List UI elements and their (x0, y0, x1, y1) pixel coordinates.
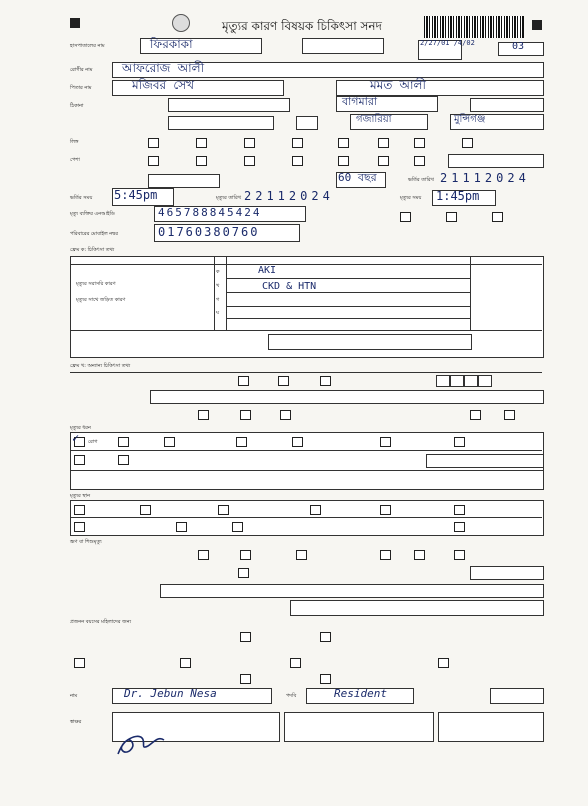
patient-name-value: আফরোজ আলী (122, 61, 205, 75)
checkbox[interactable] (196, 156, 207, 166)
checkbox[interactable] (74, 522, 85, 532)
infant-title: ভ্রূণ বা শিশুমৃত্যু (70, 539, 102, 545)
emblem-icon (172, 14, 190, 32)
birth-date-field[interactable] (148, 174, 220, 188)
patient-name-label: রোগীর নাম (70, 67, 93, 73)
checkbox[interactable] (446, 212, 457, 222)
house-field[interactable] (168, 98, 290, 112)
checkbox[interactable] (180, 658, 191, 668)
checkbox[interactable] (292, 437, 303, 447)
checkbox[interactable] (236, 437, 247, 447)
checkbox[interactable] (176, 522, 187, 532)
hospital-label: হাসপাতালের নাম (70, 43, 105, 49)
checkbox[interactable] (238, 376, 249, 386)
nid-label: মৃত্যু ব্যক্তির এনআইডি (70, 211, 115, 217)
checkbox[interactable] (320, 674, 331, 684)
father-label: পিতার নাম (70, 85, 92, 91)
post-field[interactable] (168, 116, 274, 130)
occupation-label: পেশা (70, 157, 80, 163)
designation-label: পদবি (286, 693, 297, 699)
checkbox[interactable] (118, 437, 129, 447)
certificate-title: মৃত্যুর কারণ বিষয়ক চিকিৎসা সনদ (222, 19, 382, 33)
designation-value: Resident (334, 687, 387, 700)
section-cause-title: ফ্রেম ক: চিকিৎসা তথ্য (70, 247, 115, 253)
checkbox[interactable] (74, 455, 85, 465)
checkbox[interactable] (310, 505, 321, 515)
occupation-other-field[interactable] (448, 154, 544, 168)
section-b-title: ফ্রেম খ: অন্যান্য চিকিৎসা তথ্য (70, 363, 131, 369)
checkbox[interactable] (492, 212, 503, 222)
union-field[interactable] (470, 98, 544, 112)
checkbox[interactable] (320, 632, 331, 642)
bed-no-value: 03 (512, 41, 525, 52)
checkbox[interactable] (140, 505, 151, 515)
reg-no-field[interactable] (490, 688, 544, 704)
upazila-value: গজারিয়া (356, 114, 392, 125)
certificate-page: মৃত্যুর কারণ বিষয়ক চিকিৎসা সনদ হাসপাতালের নাম ফিরকাকা 2/27/01 /4/02 03 রোগীর নাম আফরোজ আলী পিতার নাম মজিবর সেখ মমত আলী ঠিকানা বাগমারা গজারিয়া মুন্সিগঞ্জ লিঙ্গ পেশা 60 বছর ভর্তির তারিখ 21112024 ভর্তির সময় 5:45pm মৃত্যুর তারিখ 22112024 মৃত্যুর সময় 1:45pm মৃত্যু ব্যক্তির এনআইডি 465788845424 পরিবারের মোবাইল নম্বর 01760380760 ফ্রেম ক: চিকিৎসা তথ্য ক খ গ ঘ মৃত্যুর সরাসরি কারণ মৃত্যুর সাথে জড়িত কারণ AKI CKD & HTN ফ্রেম খ: অন্যান্য চিকিৎসা তথ্য মৃত্যুর ধরন ✓ রোগ মৃত্যুর স্থান ভ্রূণ বা শিশুমৃত্যু প্রজনন বয়সের মহিলাদের জন্য নাম Dr. Jebun Nesa পদবি Resident স্বাক্ষর (0, 0, 588, 806)
admit-date-label: ভর্তির তারিখ (408, 177, 434, 183)
checkbox[interactable] (380, 550, 391, 560)
reg-field[interactable] (302, 38, 384, 54)
checkbox[interactable] (462, 138, 473, 148)
barcode (424, 16, 524, 38)
checkbox[interactable] (74, 658, 85, 668)
birth-weight-field[interactable] (470, 566, 544, 580)
maternal-title: প্রজনন বয়সের মহিলাদের জন্য (70, 619, 132, 625)
district-value: মুন্সিগঞ্জ (454, 114, 486, 125)
gestation-field[interactable] (160, 584, 544, 598)
checkbox[interactable] (290, 658, 301, 668)
phone-label: পরিবারের মোবাইল নম্বর (70, 231, 118, 237)
husband-value: মমত আলী (370, 78, 426, 92)
mother-condition-field[interactable] (290, 600, 544, 616)
checkbox[interactable] (198, 550, 209, 560)
checkbox[interactable] (278, 376, 289, 386)
checkbox[interactable] (240, 550, 251, 560)
age-value: 60 বছর (338, 171, 377, 184)
hospital-value: ফিরকাকা (150, 37, 193, 51)
postcode-field[interactable] (296, 116, 318, 130)
checkbox[interactable] (400, 212, 411, 222)
cause-b-label: মৃত্যুর সাথে জড়িত কারণ (76, 297, 126, 303)
checkbox[interactable] (148, 138, 159, 148)
doctor-name-value: Dr. Jebun Nesa (124, 687, 217, 700)
signature-label: স্বাক্ষর (70, 719, 82, 725)
checkbox[interactable] (164, 437, 175, 447)
sex-label: লিঙ্গ (70, 139, 79, 145)
checkbox[interactable] (470, 410, 481, 420)
checkbox[interactable] (118, 455, 129, 465)
admit-time-label: ভর্তির সময় (70, 195, 93, 201)
checkbox[interactable] (504, 410, 515, 420)
checkbox[interactable] (454, 505, 465, 515)
checkbox[interactable] (240, 410, 251, 420)
admit-date-value: 21112024 (440, 171, 530, 185)
death-date-value: 22112024 (244, 189, 334, 203)
place-title: মৃত্যুর স্থান (70, 493, 91, 499)
checkbox[interactable] (198, 410, 209, 420)
manner-title: মৃত্যুর ধরন (70, 425, 91, 431)
checkbox[interactable] (292, 138, 303, 148)
cause-line-b: CKD & HTN (262, 281, 317, 292)
injury-description-field[interactable] (70, 470, 544, 490)
checkbox[interactable] (238, 568, 249, 578)
checkbox[interactable] (454, 522, 465, 532)
checkbox[interactable] (296, 550, 307, 560)
nid-value: 465788845424 (158, 206, 262, 219)
checkbox[interactable] (414, 156, 425, 166)
checkbox[interactable] (414, 138, 425, 148)
death-time-value: 1:45pm (436, 189, 480, 203)
checkbox[interactable] (378, 156, 389, 166)
husband-field[interactable] (336, 80, 544, 96)
cause-line-a: AKI (258, 265, 277, 276)
other-cause-field[interactable] (268, 334, 472, 350)
checkbox[interactable] (240, 632, 251, 642)
checkbox[interactable] (280, 410, 291, 420)
checkbox[interactable] (240, 674, 251, 684)
surgery-reason-field[interactable] (150, 390, 544, 404)
id-no-value: 2/27/01 /4/02 (420, 39, 475, 47)
checkbox[interactable] (196, 138, 207, 148)
checkbox[interactable] (380, 505, 391, 515)
father-value: মজিবর সেখ (132, 78, 195, 92)
checkbox[interactable] (244, 156, 255, 166)
death-time-label: মৃত্যুর সময় (400, 195, 422, 201)
corner-mark-right (532, 20, 542, 30)
handwritten-signature (112, 724, 172, 760)
death-date-label: মৃত্যুর তারিখ (216, 195, 241, 201)
checkbox[interactable] (454, 437, 465, 447)
admit-time-value: 5:45pm (114, 188, 158, 202)
check-mark-icon: ✓ (72, 431, 80, 445)
checkbox[interactable] (320, 376, 331, 386)
checkbox[interactable] (148, 156, 159, 166)
corner-mark (70, 18, 80, 28)
checkbox[interactable] (414, 550, 425, 560)
doctor-name-label: নাম (70, 693, 78, 699)
checkbox[interactable] (218, 505, 229, 515)
checkbox[interactable] (292, 156, 303, 166)
checkbox[interactable] (338, 156, 349, 166)
checkbox[interactable] (232, 522, 243, 532)
seal-field[interactable] (284, 712, 434, 742)
checkbox[interactable] (454, 550, 465, 560)
checkbox[interactable] (378, 138, 389, 148)
village-value: বাগমারা (342, 95, 378, 108)
cause-a-label: মৃত্যুর সরাসরি কারণ (76, 281, 116, 287)
address-label: ঠিকানা (70, 103, 84, 109)
phone-value: 01760380760 (158, 225, 260, 239)
checkbox[interactable] (74, 505, 85, 515)
checkbox[interactable] (244, 138, 255, 148)
checkbox[interactable] (338, 138, 349, 148)
checkbox[interactable] (438, 658, 449, 668)
date-field[interactable] (438, 712, 544, 742)
checkbox[interactable] (380, 437, 391, 447)
injury-date-field[interactable] (426, 454, 544, 468)
